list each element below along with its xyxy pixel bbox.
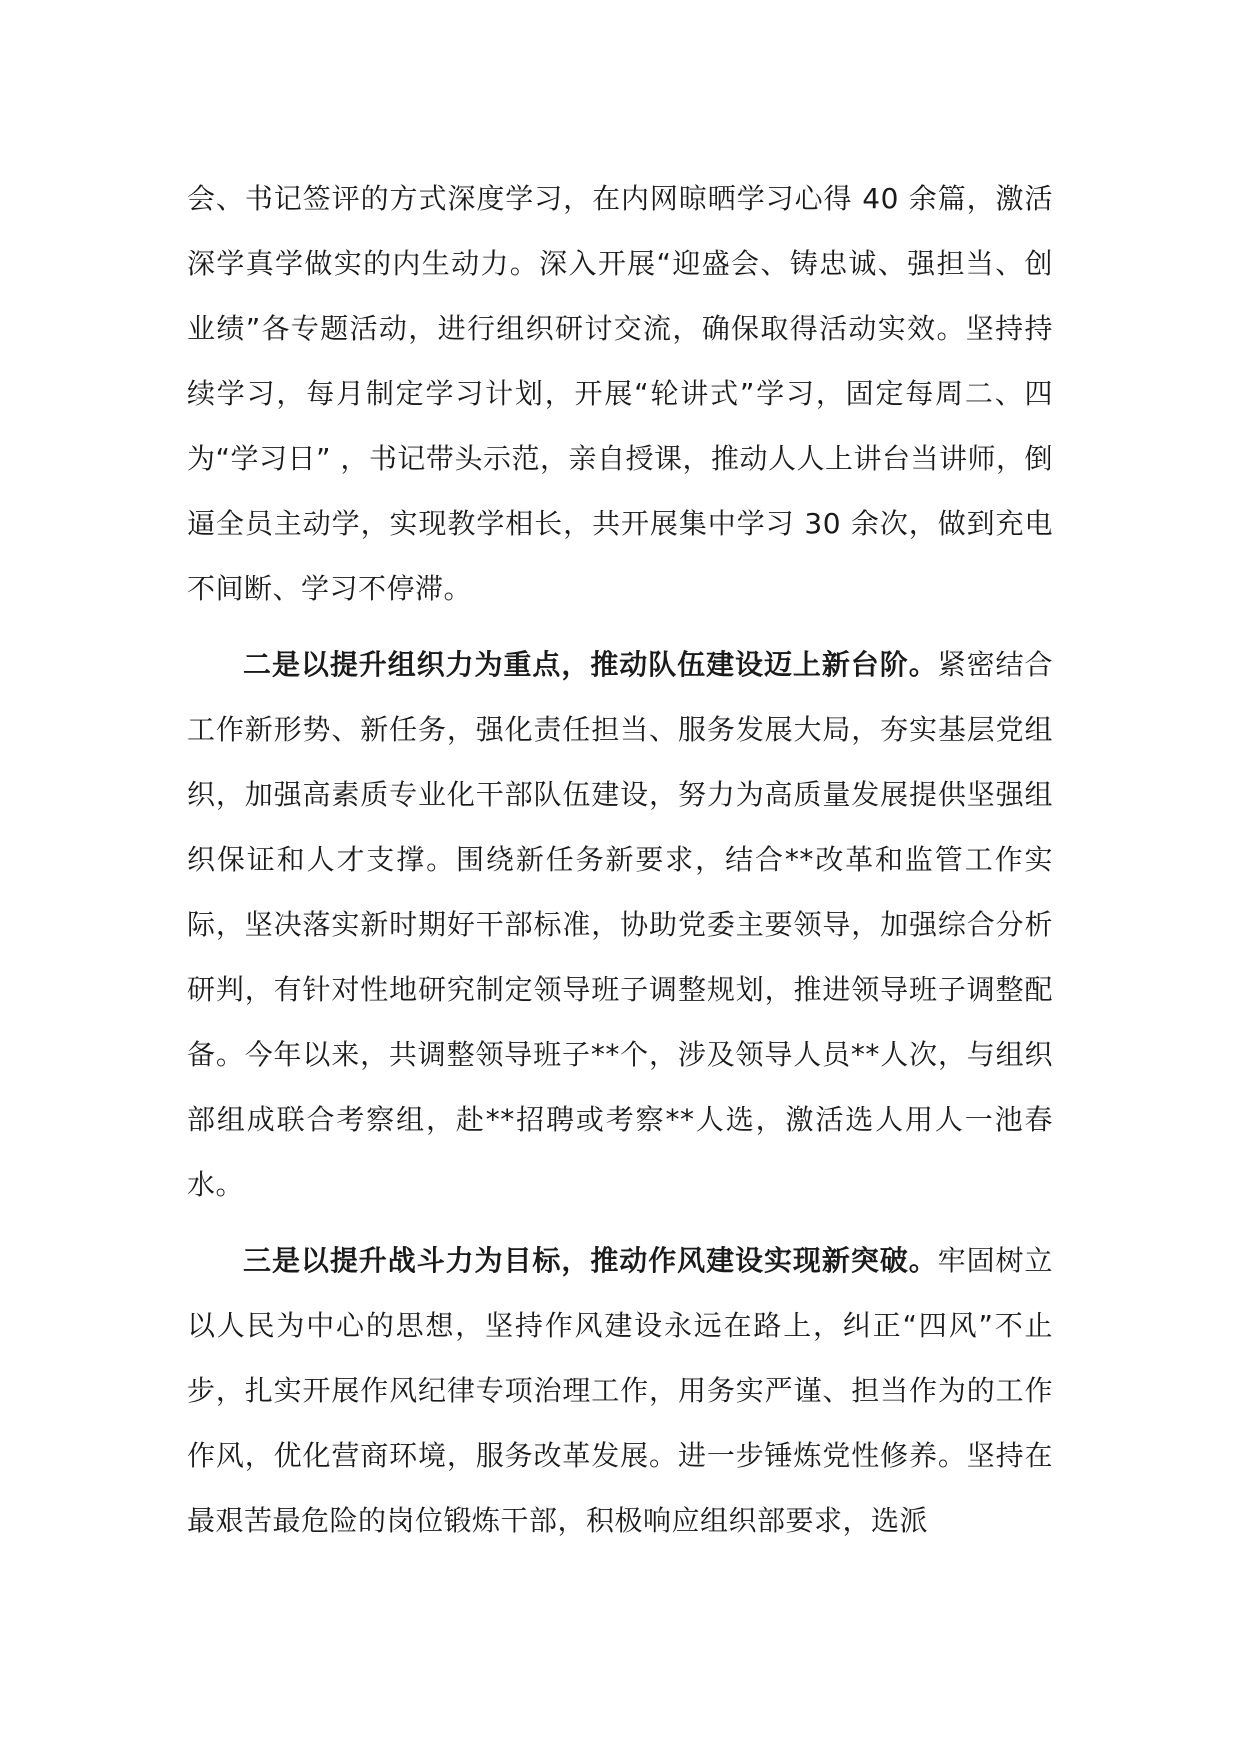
paragraph-text: 会、书记签评的方式深度学习，在内网晾晒学习心得 40 余篇，激活深学真学做实的内生动力。深入开展“迎盛会、铸忠诚、强担当、创业绩”各专题活动，进行组织研讨交流，确保取得活动实效。坚持持续学习，每月制定学习计划，开展“轮讲式”学习，固定每周二、四为“学习日” ，书记带头示范，亲自授课，推动人人上讲台当讲师，倒逼全员主动学，实现教学相长，共开展集中学习 30 余次，做到充电不间断、学习不停滞。	[187, 182, 1053, 605]
paragraph-work-style	[187, 1228, 1053, 1553]
paragraph-study	[187, 166, 1053, 621]
paragraph-text: 牢固树立以人民为中心的思想，坚持作风建设永远在路上，纠正“四风”不止步，扎实开展作风纪律专项治理工作，用务实严谨、担当作为的工作作风，优化营商环境，服务改革发展。进一步锤炼党性修养。坚持在最艰苦最危险的岗位锻炼干部，积极响应组织部要求，选派	[187, 1244, 1053, 1537]
paragraph-organization	[187, 632, 1053, 1217]
document-body	[187, 166, 1053, 1553]
paragraph-lead-heading: 三是以提升战斗力为目标，推动作风建设实现新突破。	[243, 1244, 938, 1277]
paragraph-text: 紧密结合工作新形势、新任务，强化责任担当、服务发展大局，夯实基层党组织，加强高素质专业化干部队伍建设，努力为高质量发展提供坚强组织保证和人才支撑。围绕新任务新要求，结合**改革和监管工作实际，坚决落实新时期好干部标准，协助党委主要领导，加强综合分析研判，有针对性地研究制定领导班子调整规划，推进领导班子调整配备。今年以来，共调整领导班子**个，涉及领导人员**人次，与组织部组成联合考察组，赴**招聘或考察**人选，激活选人用人一池春水。	[187, 648, 1053, 1201]
paragraph-lead-heading: 二是以提升组织力为重点，推动队伍建设迈上新台阶。	[243, 648, 938, 681]
